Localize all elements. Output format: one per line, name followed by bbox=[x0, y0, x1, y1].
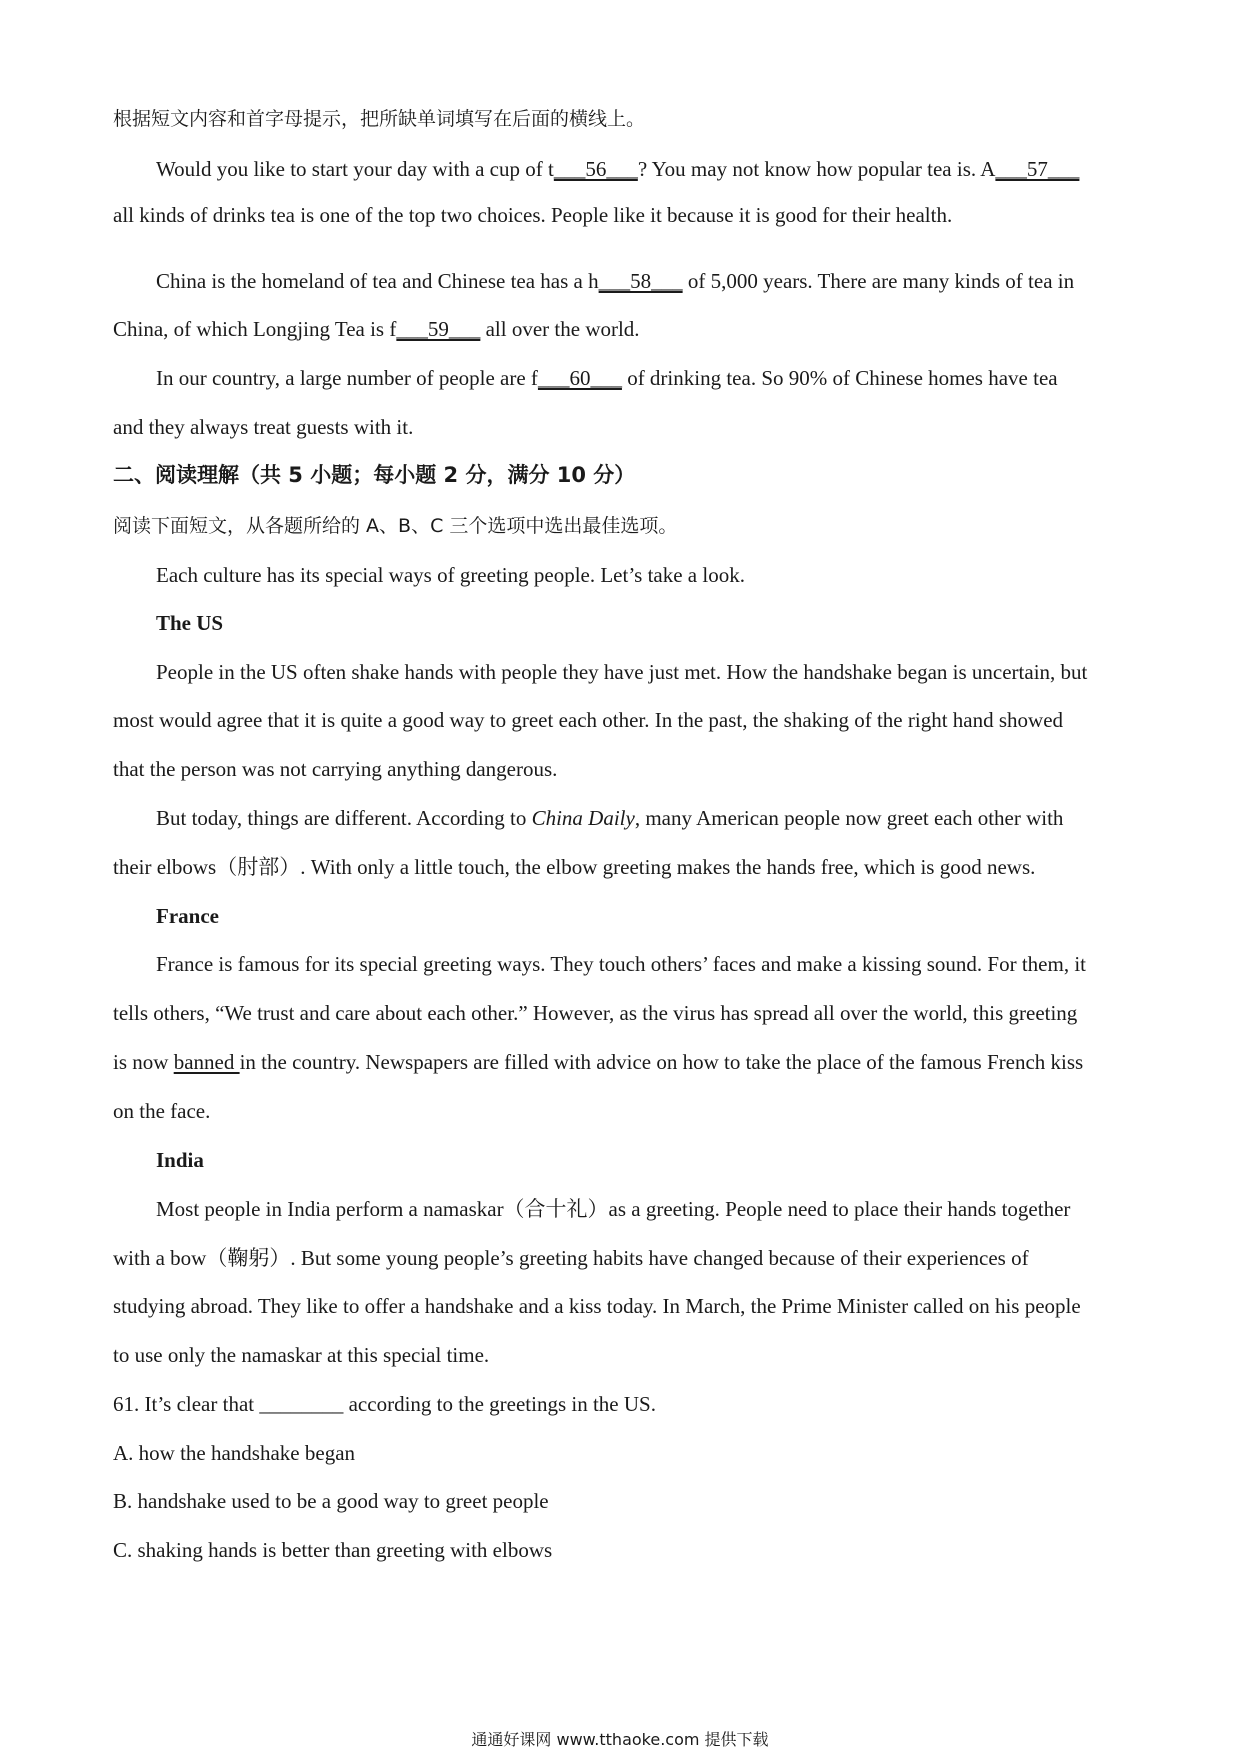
us-line-2: most would agree that it is quite a good way to greet each other. In the past, the shaking of the right hand showed bbox=[113, 708, 1064, 732]
reading-instruction: 阅读下面短文，从各题所给的 A、B、C 三个选项中选出最佳选项。 bbox=[113, 515, 678, 537]
us-line-4: But today, things are different. According to China Daily, many American people now greet each other with bbox=[156, 806, 1064, 830]
blank-60: ___60___ bbox=[537, 366, 622, 390]
india-line-3: studying abroad. They like to offer a handshake and a kiss today. In March, the Prime Minister called on his people bbox=[113, 1294, 1081, 1318]
cloze-line-3: China is the homeland of tea and Chinese tea has a h___58___ of 5,000 years. There are many kinds of tea in bbox=[156, 269, 1075, 293]
cloze-line-2: all kinds of drinks tea is one of the top two choices. People like it because it is good for their health. bbox=[113, 203, 953, 227]
india-line-2: with a bow（鞠躬）. But some young people’s greeting habits have changed because of their experiences of bbox=[113, 1246, 1029, 1270]
us-line-3: that the person was not carrying anything dangerous. bbox=[113, 757, 558, 781]
subheading-france: France bbox=[156, 904, 219, 928]
question-61-option-b: B. handshake used to be a good way to greet people bbox=[113, 1489, 549, 1513]
blank-59: ___59___ bbox=[396, 317, 481, 341]
us-line-5: their elbows（肘部）. With only a little touch, the elbow greeting makes the hands free, which is good news. bbox=[113, 855, 1036, 879]
cloze-instruction: 根据短文内容和首字母提示，把所缺单词填写在后面的横线上。 bbox=[113, 108, 646, 130]
france-line-1: France is famous for its special greeting ways. They touch others’ faces and make a kissing sound. For them, it bbox=[156, 952, 1086, 976]
page-footer: 通通好课网 www.tthaoke.com 提供下载 bbox=[471, 1730, 769, 1749]
france-line-3: is now banned in the country. Newspapers are filled with advice on how to take the place of the famous French kiss bbox=[113, 1050, 1084, 1074]
newspaper-name: China Daily bbox=[531, 806, 635, 830]
us-line-1: People in the US often shake hands with people they have just met. How the handshake began is uncertain, but bbox=[156, 660, 1088, 684]
subheading-india: India bbox=[156, 1148, 204, 1172]
blank-58: ___58___ bbox=[598, 269, 683, 293]
blank-56: ___56___ bbox=[553, 157, 638, 181]
question-61-option-a: A. how the handshake began bbox=[113, 1441, 356, 1465]
cloze-line-5: In our country, a large number of people are f___60___ of drinking tea. So 90% of Chinese homes have tea bbox=[156, 366, 1058, 390]
question-61-option-c: C. shaking hands is better than greeting with elbows bbox=[113, 1538, 553, 1562]
france-line-4: on the face. bbox=[113, 1099, 211, 1123]
section-heading: 二、阅读理解（共 5 小题；每小题 2 分，满分 10 分） bbox=[113, 463, 636, 487]
cloze-line-6: and they always treat guests with it. bbox=[113, 415, 414, 439]
passage-intro: Each culture has its special ways of greeting people. Let’s take a look. bbox=[156, 563, 745, 587]
india-line-4: to use only the namaskar at this special time. bbox=[113, 1343, 490, 1367]
cloze-line-4: China, of which Longjing Tea is f___59___ all over the world. bbox=[113, 317, 640, 341]
underlined-word-banned: banned bbox=[173, 1050, 240, 1074]
france-line-2: tells others, “We trust and care about each other.” However, as the virus has spread all over the world, this greeting bbox=[113, 1001, 1078, 1025]
question-61-stem: 61. It’s clear that ________ according to the greetings in the US. bbox=[113, 1392, 656, 1416]
blank-57: ___57___ bbox=[995, 157, 1080, 181]
subheading-us: The US bbox=[156, 611, 224, 635]
cloze-line-1: Would you like to start your day with a cup of t___56___? You may not know how popular tea is. A___57___ bbox=[156, 157, 1080, 181]
india-line-1: Most people in India perform a namaskar（合十礼）as a greeting. People need to place their hands together bbox=[156, 1197, 1071, 1221]
